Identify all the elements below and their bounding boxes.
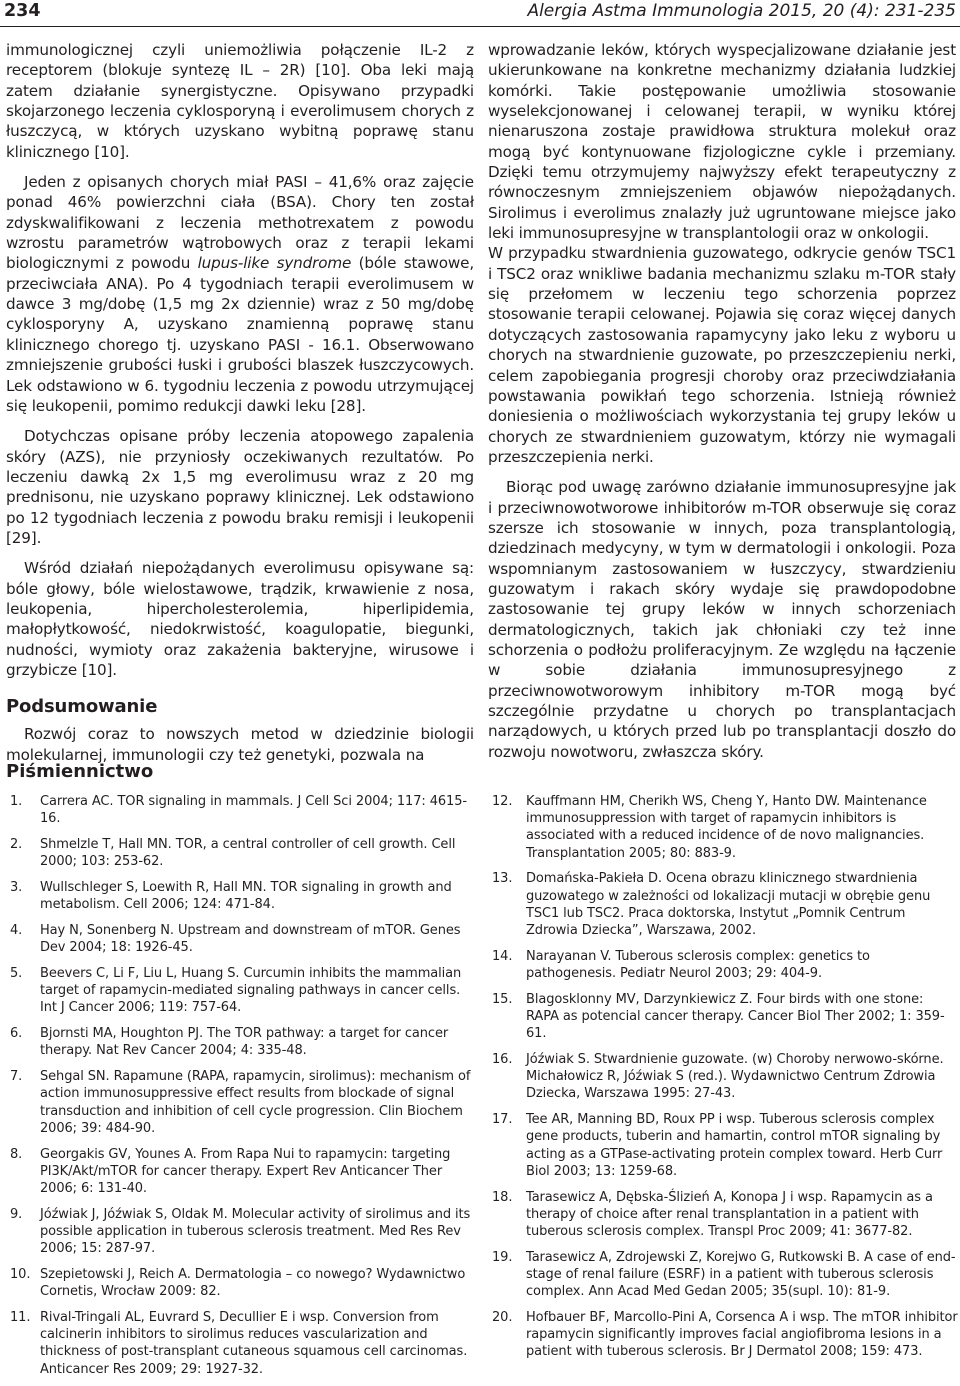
paragraph: Biorąc pod uwagę zarówno działanie immunosupresyjne jak i przeciwnowotworowe inhibitorów m-TOR obserwuje się coraz szersze ich stosowanie w innych, poza transplantologią, dziedzinach medycyny, w tym w dermatologii i onkologii. Poza wspomnianym zastosowaniem w łuszczycy, stwardzieniu guzowatym i rakach skóry wydaje się prawdopodobne zastosowanie tej grupy leków w innych schorzeniach dermatologicznych, takich jak chłoniaki czy też inne schorzenia o podłożu proliferacyjnym. Ze względu na łączenie w sobie działania immunosupresyjnego z przeciwnowotworowym inhibitory m-TOR mogą być szczególnie przydatne u chorych po transplantacjach narządowych, u których przed lub po transplantacji doszło do rozwoju nowotworu, zwłaszcza skóry. [488,478,956,761]
reference-text: Carrera AC. TOR signaling in mammals. J Cell Sci 2004; 117: 4615-16. [40,794,467,827]
right-column [488,40,956,772]
reference-text: Tarasewicz A, Dębska-Ślizień A, Konopa J i wsp. Rapamycin as a therapy of choice after renal transplantation in a patient with tuberous sclerosis complex. Transpl Proc 2009; 41: 3677-82. [526,1189,933,1240]
paragraph: Rozwój coraz to nowszych metod w dziedzinie biologii molekularnej, immunologii czy też genetyki, pozwala na [6,725,474,764]
reference-item [6,1146,472,1198]
reference-number: 1. [10,794,23,809]
reference-number: 10. [10,1267,31,1283]
reference-text: Tarasewicz A, Zdrojewski Z, Korejwo G, Rutkowski B. A case of end-stage of renal failure (ESRF) in a patient with tuberous sclerosis complex. Ann Acad Med Gedan 2005; 35(supl. 10): 81-9. [526,1249,956,1300]
reference-text: Tee AR, Manning BD, Roux PP i wsp. Tuberous sclerosis complex gene products, tuberin and hamartin, control mTOR signaling by acting as a GTPase-activating protein complex toward. Herb Curr Biol 2003; 13: 1259-68. [526,1112,943,1179]
reference-item [492,1249,958,1301]
header-rule [0,26,960,27]
reference-item [492,991,958,1043]
reference-item [6,1309,472,1378]
reference-number: 20. [492,1310,513,1326]
paragraph: W przypadku stwardnienia guzowatego, odkrycie genów TSC1 i TSC2 oraz wnikliwe badania mechanizmu szlaku m-TOR stały się przełomem w leczeniu tego schorzenia poprzez stosowanie terapii celowanej. Pojawia się coraz więcej danych dotyczących zastosowania rapamycyny jako leku z wyboru u chorych na stwardnienie guzowate, po przeszczepieniu nerki, celem zapobiegania progresji choroby oraz przeciwdziałania powstawania powikłań tego schorzenia. Istnieją również doniesienia o możliwościach wykorzystania tej grupy leków u chorych ze stwardnieniem guzowatym, którzy nie wymagali przeszczepienia nerki. [488,244,956,466]
reference-number: 16. [492,1052,513,1068]
reference-item [492,948,958,982]
paragraph: immunologicznej czyli uniemożliwia połączenie IL-2 z receptorem (blokuje syntezę IL – 2R) [10]. Oba leki mają zatem działanie synergistyczne. Opisywano przypadki skojarzonego leczenia cyklosporyną i everolimusem chorych z łuszczycą, w których uzyskano wybitną poprawę stanu klinicznego [10]. [6,41,474,161]
references-list-right [492,793,958,1369]
reference-item [6,965,472,1017]
reference-number: 6. [10,1026,23,1042]
reference-number: 15. [492,991,513,1007]
italic-term: lupus-like syndrome [197,254,352,273]
left-column [6,40,474,775]
reference-text: Shmelzle T, Hall MN. TOR, a central controller of cell growth. Cell 2000; 103: 253-62. [40,837,456,870]
reference-item [492,1189,958,1241]
reference-text: Hofbauer BF, Marcollo-Pini A, Corsenca A i wsp. The mTOR inhibitor rapamycin significantly improves facial angiofibroma lesions in a patient with tuberous sclerosis. Br J Dermatol 2008; 159: 473. [526,1310,958,1360]
reference-text: Wullschleger S, Loewith R, Hall MN. TOR signaling in growth and metabolism. Cell 2006; 124: 471-84. [40,880,452,913]
references-title: Piśmiennictwo [6,761,154,782]
reference-text: Narayanan V. Tuberous sclerosis complex: genetics to pathogenesis. Pediatr Neurol 2003; 29: 404-9. [526,948,870,982]
reference-text: Sehgal SN. Rapamune (RAPA, rapamycin, sirolimus): mechanism of action immunosuppressive effect results from blockade of signal transduction and inhibition of cell cycle progression. Clin Biochem 2006; 39: 484-90. [40,1069,471,1136]
reference-text: Domańska-Pakieła D. Ocena obrazu klinicznego stwardnienia guzowatego w zależności od lokalizacji mutacji w obrębie genu TSC1 lub TSC2. Praca doktorska, Instytut „Pomnik Centrum Zdrowia Dziecka”, Warszawa, 2002. [526,871,931,939]
reference-text: Jóźwiak S. Stwardnienie guzowate. (w) Choroby nerwowo-skórne. Michałowicz R, Jóźwiak S (red.). Wydawnictwo Centrum Zdrowia Dziecka, Warszawa 1995: 27-43. [526,1052,944,1102]
reference-text: Beevers C, Li F, Liu L, Huang S. Curcumin inhibits the mammalian target of rapamycin-mediated signaling pathways in cancer cells. Int J Cancer 2006; 119: 757-64. [40,966,462,1016]
reference-text: Blagosklonny MV, Darzynkiewicz Z. Four birds with one stone: RAPA as potencial cancer therapy. Cancer Biol Ther 2002; 1: 359-61. [526,991,945,1042]
reference-text: Hay N, Sonenberg N. Upstream and downstream of mTOR. Genes Dev 2004; 18: 1926-45. [40,923,461,956]
reference-item [492,1111,958,1180]
reference-number: 5. [10,966,23,981]
paragraph: Wśród działań niepożądanych everolimusu opisywane są: bóle głowy, bóle wielostawowe, trądzik, krwawienie z nosa, leukopenia, hipercholesterolemia, hiperlipidemia, małopłytkowość, niedokrwistość, koagulopatie, biegunki, nudności, wymioty oraz zakażenia bakteryjne, wirusowe i grzybicze [10]. [6,559,474,679]
reference-item [6,1206,472,1258]
page-number: 234 [4,1,41,21]
reference-number: 19. [492,1249,513,1265]
page-header [0,0,960,26]
reference-text: Szepietowski J, Reich A. Dermatologia – co nowego? Wydawnictwo Cornetis, Wrocław 2009: 82. [40,1267,466,1300]
reference-number: 2. [10,837,23,852]
reference-text: Bjornsti MA, Houghton PJ. The TOR pathway: a target for cancer therapy. Nat Rev Cancer 2004; 4: 335-48. [40,1026,449,1059]
reference-number: 9. [10,1206,23,1222]
paragraph: Dotychczas opisane próby leczenia atopowego zapalenia skóry (AZS), nie przyniosły oczekiwanych rezultatów. Po leczeniu dawką 2x 1,5 mg everolimusu wraz z 20 mg prednisonu, nie uzyskano poprawy klinicznej. Lek odstawiono po 12 tygodniach leczenia z powodu braku remisji i leukopenii [29]. [6,427,474,547]
reference-item [6,879,472,913]
reference-item [6,836,472,870]
journal-citation: Alergia Astma Immunologia 2015, 20 (4): 231-235 [527,1,956,21]
reference-item [492,1051,958,1103]
reference-item [6,793,472,827]
reference-number: 7. [10,1069,23,1085]
reference-number: 18. [492,1189,513,1205]
reference-number: 17. [492,1112,513,1128]
reference-item [492,1309,958,1361]
reference-text: Kauffmann HM, Cherikh WS, Cheng Y, Hanto DW. Maintenance immunosuppression with target of rapamycin inhibitors is associated with a reduced incidence of de novo malignancies. Transplantation 2005; 80: 883-9. [526,794,927,861]
reference-number: 8. [10,1146,23,1162]
reference-number: 12. [492,794,513,809]
reference-item [492,793,958,862]
reference-text: Jóźwiak J, Jóźwiak S, Oldak M. Molecular activity of sirolimus and its possible application in tuberous sclerosis treatment. Med Res Rev 2006; 15: 287-97. [40,1206,471,1257]
reference-text: Rival-Tringali AL, Euvrard S, Decullier E i wsp. Conversion from calcinerin inhibitors to sirolimus reduces vascularization and thickness of post-transplant cutaneous squamous cell carcinomas. Anticancer Res 2009; 29: 1927-32. [40,1310,468,1377]
reference-number: 11. [10,1310,31,1326]
section-title: Podsumowanie [6,696,158,718]
paragraph: Jeden z opisanych chorych miał PASI – 41,6% oraz zajęcie ponad 46% powierzchni ciała (BSA). Chory ten został zdyskwalifikowani z leczenia methotrexatem z powodu wzrostu parametrów wątrobowych oraz z terapii lekami biologicznymi z powodu lupus-like syndrome (bóle stawowe, przeciwciała ANA). Po 4 tygodniach terapii everolimusem w dawce 3 mg/dobę (1,5 mg 2x dziennie) wraz z 50 mg/dobę cyklosporyny A, uzyskano znamienną poprawę stanu klinicznego chorego tj. uzyskano PASI - 16.1. Obserwowano zmniejszenie grubości łuski i grubości blaszek łuszczycowych. Lek odstawiono w 6. tygodniu leczenia z powodu utrzymującej się leukopenii, pomimo redukcji dawki leku [28]. [6,173,475,415]
reference-number: 13. [492,871,513,887]
reference-text: Georgakis GV, Younes A. From Rapa Nui to rapamycin: targeting PI3K/Akt/mTOR for cancer therapy. Expert Rev Anticancer Ther 2006; 6: 131-40. [40,1146,451,1197]
reference-number: 4. [10,923,23,938]
reference-item [6,1266,472,1300]
reference-item [6,1025,472,1059]
reference-item [492,870,958,939]
reference-item [6,1068,472,1137]
paragraph: wprowadzanie leków, których wyspecjalizowane działanie jest ukierunkowane na konkretne mechanizmy działania ludzkiej komórki. Takie postępowanie umożliwia stosowanie wyselekcjonowanej i celowanej terapii, w wyniku której nienaruszona zostaje prawidłowa struktura molekuł oraz mogą być kontynuowane fizjologiczne cykle i przemiany. Dzięki temu otrzymujemy najwyższy efekt terapeutyczny z równoczesnym zmniejszeniem objawów niepożądanych. Sirolimus i everolimus znalazły już ugruntowane miejsce jako leki immunosupresyjne w transplantologii oraz w onkologii. [488,41,956,243]
reference-item [6,922,472,956]
reference-number: 14. [492,948,513,964]
references-list-left [6,793,472,1386]
reference-number: 3. [10,880,23,895]
